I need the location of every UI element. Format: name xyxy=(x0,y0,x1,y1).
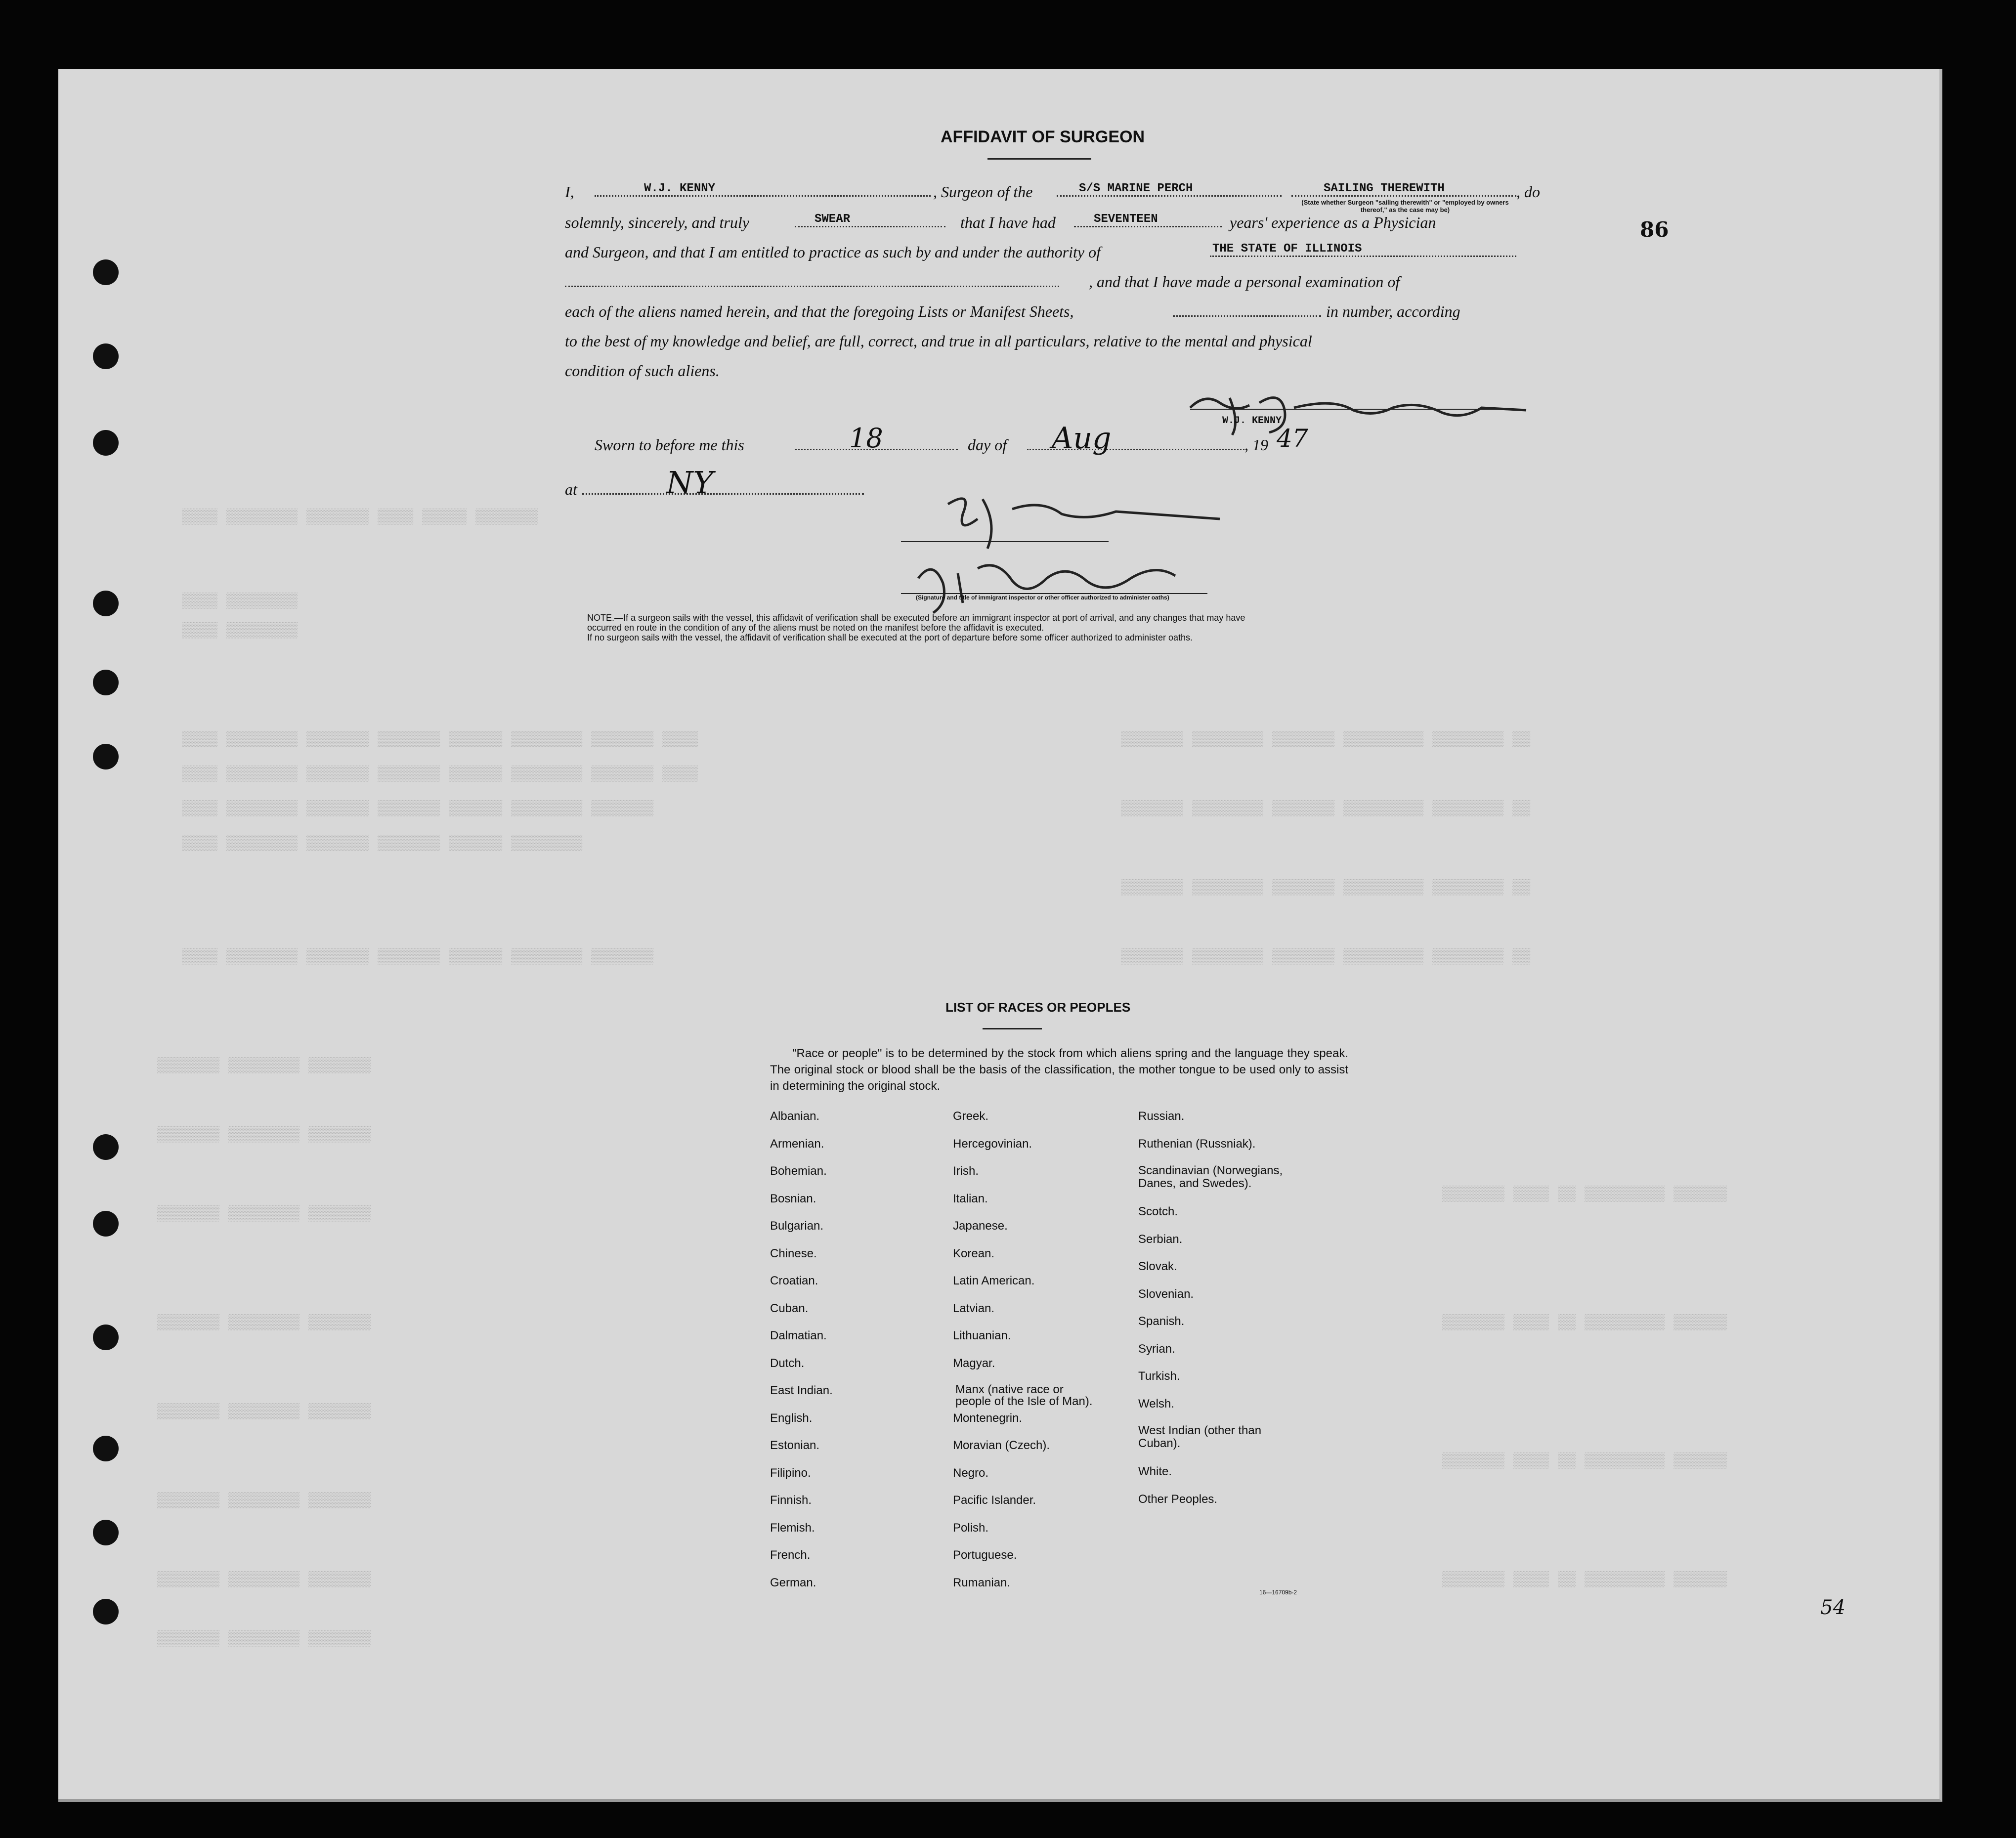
punch-hole xyxy=(93,1520,119,1545)
inspector-signature-line xyxy=(901,541,1109,542)
punch-hole xyxy=(93,259,119,285)
sailing-status: SAILING THEREWITH xyxy=(1324,182,1445,195)
race-item: Lithuanian. xyxy=(953,1329,1011,1342)
affidavit-text: Sworn to before me this xyxy=(595,436,744,454)
race-item: Irish. xyxy=(953,1164,979,1178)
races-title: LIST OF RACES OR PEOPLES xyxy=(945,1000,1131,1015)
surgeon-typed-name: W.J. KENNY xyxy=(1222,415,1282,427)
affidavit-text: years' experience as a Physician xyxy=(1230,214,1436,231)
punch-hole xyxy=(93,1134,119,1160)
race-item: Russian. xyxy=(1138,1110,1185,1123)
race-item: Portuguese. xyxy=(953,1548,1017,1562)
affidavit-text: and Surgeon, and that I am entitled to practice as such by and under the authority of xyxy=(565,243,1101,261)
surgeon-name-line xyxy=(595,195,931,197)
ship-name: S/S MARINE PERCH xyxy=(1079,182,1193,195)
sheets-count-line xyxy=(1173,315,1321,317)
race-item: Italian. xyxy=(953,1192,988,1205)
affidavit-text: that I have had xyxy=(960,214,1056,231)
surgeon-signature-line xyxy=(1190,409,1516,410)
race-item: Greek. xyxy=(953,1110,989,1123)
race-item: Dalmatian. xyxy=(770,1329,827,1342)
affidavit-text: to the best of my knowledge and belief, are full, correct, and true in all particulars, relative to the mental and physical xyxy=(565,332,1312,350)
race-item: East Indian. xyxy=(770,1384,833,1397)
race-item: Hercegovinian. xyxy=(953,1137,1032,1151)
affidavit-text: I, xyxy=(565,183,574,201)
note-label: NOTE. xyxy=(587,613,615,623)
manifest-sheet: ▒▒▒▒ ▒▒▒▒▒▒▒▒ ▒▒▒▒▒▒▒ ▒▒▒▒ ▒▒▒▒▒ ▒▒▒▒▒▒▒ ▒▒▒▒ ▒▒▒▒▒▒▒▒ ▒▒▒▒ ▒▒▒▒▒▒▒▒ ▒▒▒▒ ▒▒▒▒▒▒▒▒ ▒▒▒▒▒▒▒ ▒▒▒▒▒▒▒ ▒▒▒▒▒▒ ▒▒▒▒▒▒▒▒ ▒▒▒▒▒▒▒ ▒▒▒▒ ▒▒▒▒ ▒▒▒▒▒▒▒▒ ▒▒▒▒▒▒▒ ▒▒▒▒▒▒▒ ▒▒▒▒▒▒ ▒▒▒▒▒▒▒▒ ▒▒▒▒▒▒▒ ▒▒▒▒ ▒▒▒▒ ▒▒▒▒▒▒▒▒ ▒▒▒▒▒▒▒ ▒▒▒▒▒▒▒ ▒▒▒▒▒▒ ▒▒▒▒▒▒▒▒ ▒▒▒▒▒▒▒ ▒▒▒▒ ▒▒▒▒▒▒▒▒ ▒▒▒▒▒▒▒ ▒▒▒▒▒▒▒ ▒▒▒▒▒▒ ▒▒▒▒▒▒▒▒ ▒▒▒▒ ▒▒▒▒▒▒▒▒ ▒▒▒▒▒▒▒ ▒▒▒▒▒▒▒ ▒▒▒▒▒▒ ▒▒▒▒▒▒▒▒ ▒▒▒▒▒▒▒ ▒▒▒▒▒▒▒ ▒▒▒▒▒▒▒▒ ▒▒▒▒▒▒▒ ▒▒▒▒▒▒▒▒▒ ▒▒▒▒▒▒▒▒ ▒▒ ▒▒▒▒▒▒▒ ▒▒▒▒▒▒▒▒ ▒▒▒▒▒▒▒ ▒▒▒▒▒▒▒▒▒ ▒▒▒▒▒▒▒▒ ▒▒ ▒▒▒▒▒▒▒ ▒▒▒▒▒▒▒▒ ▒▒▒▒▒▒▒ ▒▒▒▒▒▒▒▒▒ ▒▒▒▒▒▒▒▒ ▒▒ ▒▒▒▒▒▒▒ ▒▒▒▒▒▒▒▒ ▒▒▒▒▒▒▒ ▒▒▒▒▒▒▒▒▒ ▒▒▒▒▒▒▒▒ ▒▒ ▒▒▒▒▒▒▒ ▒▒▒▒▒▒▒▒ ▒▒▒▒▒▒▒ ▒▒▒▒▒▒▒ ▒▒▒▒▒▒▒▒ ▒▒▒▒▒▒▒ ▒▒▒▒▒▒▒ ▒▒▒▒▒▒▒▒ ▒▒▒▒▒▒▒ ▒▒▒▒▒▒▒ ▒▒▒▒▒▒▒▒ ▒▒▒▒▒▒▒ ▒▒▒▒▒▒▒ ▒▒▒▒▒▒▒▒ ▒▒▒▒▒▒▒ ▒▒▒▒▒▒▒ ▒▒▒▒▒▒▒▒ ▒▒▒▒▒▒▒ ▒▒▒▒▒▒▒ ▒▒▒▒▒▒▒▒ ▒▒▒▒▒▒▒ ▒▒▒▒▒▒▒ ▒▒▒▒▒▒▒▒ ▒▒▒▒▒▒▒ ▒▒▒▒▒▒▒ ▒▒▒▒ ▒▒ ▒▒▒▒▒▒▒▒▒ ▒▒▒▒▒▒ ▒▒▒▒▒▒▒ ▒▒▒▒ ▒▒ ▒▒▒▒▒▒▒▒▒ ▒▒▒▒▒▒ ▒▒▒▒▒▒▒ ▒▒▒▒ ▒▒ ▒▒▒▒▒▒▒▒▒ ▒▒▒▒▒▒ ▒▒▒▒▒▒▒ ▒▒▒▒ ▒▒ ▒▒▒▒▒▒▒▒▒ ▒▒▒▒▒▒ 86 54 AFFIDAVIT OF SURGEON I, W.J. KENNY , Surgeon of the S/S MARINE PERCH SAILING THEREWITH , do (State whether Surgeon "sailing therewith" or "employed by owners thereof," as the case may be) solemnly, sincerely, and truly SWEAR that I have had SEVENTEEN years' experience as a Physician and Surgeon, and that I am entitled to practice as such by and under the authority of THE STATE OF ILLINOIS , and that I have made a personal examination of each of the aliens named herein, and that the foregoing Lists or Manifest Sheets, in number, according to the best of my knowledge and belief, are full, correct, and true in all particulars, relative to the mental and physical condition of such aliens. W.J. KENNY Sworn to before me this 18 day of Aug , 19 47 at NY (Signature and title of immigrant inspector or other officer authorized to administer oaths) NOTE.—If a surgeon sails with the vessel, this affidavit of verification shall be executed before an immigrant inspector at port of arrival, and any changes that may have occurred en route in the condition of any of the aliens must be noted on the manifest before the affidavit is executed. If no surgeon sails with the vessel, the affidavit of verification shall be executed at the port of departure before some officer authorized to administer oaths. LIST OF RACES OR PEOPLES "Race or people" is to be determined by the stock from which aliens spring and the language they speak. The original stock or blood shall be the basis of the classification, the mother tongue to be used only to assist in determining the original stock. Albanian. Armenian. Bohemian. Bosnian. Bulgarian. Chinese. Croatian. Cuban. Dalmatian. Dutch. East Indian. English. Estonian. Filipino. Finnish. Flemish. French. German. Greek. Hercegovinian. Irish. Italian. Japanese. Korean. Latin American. Latvian. Lithuanian. Magyar. Manx (native race or people of the Isle of Man). Montenegrin. Moravian (Czech). Negro. Pacific Islander. Polish. Portuguese. Rumanian. Russian. Ruthenian (Russniak). Scandinavian (Norwegians, Danes, and Swedes). Scotch. Serbian. Slovak. Slovenian. Spanish. Syrian. Turkish. Welsh. West Indian (other than Cuban). White. Other Peoples. 16—16709b-2 xyxy=(58,69,1942,1802)
affidavit-text: , do xyxy=(1516,183,1540,201)
race-item: Cuban. xyxy=(770,1301,809,1315)
race-item: Bosnian. xyxy=(770,1192,816,1205)
affidavit-text: , 19 xyxy=(1244,436,1268,454)
race-item: Welsh. xyxy=(1138,1397,1174,1411)
affidavit-text: in number, according xyxy=(1326,302,1460,320)
race-item: Turkish. xyxy=(1138,1369,1180,1383)
race-item: Chinese. xyxy=(770,1246,817,1260)
affidavit-text: day of xyxy=(968,436,1007,454)
authority: THE STATE OF ILLINOIS xyxy=(1212,242,1362,256)
note-line-2: occurred en route in the condition of any of the aliens must be noted on the manifest before the affidavit is executed. xyxy=(587,623,1044,633)
punch-hole xyxy=(93,1599,119,1624)
form-number: 16—16709b-2 xyxy=(1259,1589,1297,1596)
punch-hole xyxy=(93,744,119,769)
ship-line xyxy=(1057,195,1282,197)
affidavit-text: condition of such aliens. xyxy=(565,362,720,380)
punch-hole xyxy=(93,343,119,369)
note-line-1: —If a surgeon sails with the vessel, this affidavit of verification shall be executed before an immigrant inspector at port of arrival, and any changes that may have xyxy=(614,613,1245,623)
inspector-signature xyxy=(899,484,1304,628)
race-item: Rumanian. xyxy=(953,1576,1011,1589)
title-rule xyxy=(987,158,1091,160)
folio-number: 54 xyxy=(1820,1596,1845,1619)
punch-hole xyxy=(93,1325,119,1350)
race-item: Ruthenian (Russniak). xyxy=(1138,1137,1256,1151)
race-item: Slovenian. xyxy=(1138,1287,1194,1301)
race-item: Dutch. xyxy=(770,1356,805,1370)
race-item: Magyar. xyxy=(953,1356,995,1370)
race-item: Syrian. xyxy=(1138,1342,1175,1356)
affidavit-text: , Surgeon of the xyxy=(933,183,1033,201)
affidavit-text: solemnly, sincerely, and truly xyxy=(565,214,749,231)
note xyxy=(587,613,1245,623)
affidavit-text: each of the aliens named herein, and that the foregoing Lists or Manifest Sheets, xyxy=(565,302,1074,320)
race-item: Negro. xyxy=(953,1466,989,1480)
sworn-place: NY xyxy=(666,465,714,501)
years-experience: SEVENTEEN xyxy=(1094,213,1158,226)
races-column-3 xyxy=(1138,1110,1316,1520)
punch-hole xyxy=(93,1211,119,1237)
race-item: White. xyxy=(1138,1465,1172,1478)
race-item: Armenian. xyxy=(770,1137,824,1151)
sworn-month: Aug xyxy=(1052,421,1112,456)
race-item: West Indian (other than Cuban). xyxy=(1138,1424,1262,1450)
race-item: Montenegrin. xyxy=(953,1411,1023,1425)
race-item: Spanish. xyxy=(1138,1315,1185,1328)
race-item: Manx (native race or people of the Isle of Man). xyxy=(955,1383,1093,1408)
race-item: Serbian. xyxy=(1138,1232,1183,1246)
sworn-day: 18 xyxy=(849,423,883,454)
inspector-signature-caption: (Signature and title of immigrant inspector or other officer authorized to administer oaths) xyxy=(916,594,1169,601)
page-number: 86 xyxy=(1640,217,1669,242)
authority-line xyxy=(1210,256,1516,257)
race-item: English. xyxy=(770,1411,813,1425)
authority-cont-line xyxy=(565,286,1059,287)
race-item: Scotch. xyxy=(1138,1205,1178,1218)
punch-hole xyxy=(93,670,119,695)
sworn-year: 47 xyxy=(1277,424,1308,453)
place-line xyxy=(582,493,864,495)
affidavit-text: at xyxy=(565,480,577,498)
race-item: Albanian. xyxy=(770,1110,820,1123)
race-item: Korean. xyxy=(953,1246,995,1260)
races-column-1 xyxy=(770,1110,918,1603)
race-item: Finnish. xyxy=(770,1494,812,1507)
race-item: German. xyxy=(770,1576,816,1589)
affidavit-title: AFFIDAVIT OF SURGEON xyxy=(941,128,1145,146)
races-column-2 xyxy=(953,1110,1121,1603)
race-item: Moravian (Czech). xyxy=(953,1439,1050,1452)
race-item: Latin American. xyxy=(953,1274,1035,1287)
race-item: Scandinavian (Norwegians, Danes, and Swedes). xyxy=(1138,1164,1283,1190)
race-item: Estonian. xyxy=(770,1439,820,1452)
race-item: Bulgarian. xyxy=(770,1219,824,1233)
race-item: Filipino. xyxy=(770,1466,811,1480)
races-title-rule xyxy=(983,1028,1042,1029)
race-item: Flemish. xyxy=(770,1521,815,1535)
oath-line xyxy=(795,226,945,227)
punch-hole xyxy=(93,1436,119,1461)
years-line xyxy=(1074,226,1222,227)
note-line-3: If no surgeon sails with the vessel, the affidavit of verification shall be executed at the port of departure before some officer authorized to administer oaths. xyxy=(587,633,1193,642)
race-item: Bohemian. xyxy=(770,1164,827,1178)
race-item: Slovak. xyxy=(1138,1260,1177,1273)
affidavit-text: , and that I have made a personal examination of xyxy=(1089,273,1400,291)
race-item: French. xyxy=(770,1548,811,1562)
race-item: Other Peoples. xyxy=(1138,1492,1218,1506)
sailing-line xyxy=(1291,195,1516,197)
races-intro: "Race or people" is to be determined by the stock from which aliens spring and the language they speak. The original stock or blood shall be the basis of the classification, the mother tongue to be used only to assist in determining the original stock. xyxy=(770,1047,1348,1093)
race-item: Latvian. xyxy=(953,1301,995,1315)
race-item: Japanese. xyxy=(953,1219,1008,1233)
race-item: Pacific Islander. xyxy=(953,1494,1036,1507)
punch-hole xyxy=(93,591,119,616)
punch-hole xyxy=(93,430,119,456)
race-item: Polish. xyxy=(953,1521,989,1535)
race-item: Croatian. xyxy=(770,1274,818,1287)
oath-type: SWEAR xyxy=(815,213,851,226)
surgeon-name: W.J. KENNY xyxy=(644,182,716,195)
sailing-note: (State whether Surgeon "sailing therewith" or "employed by owners thereof," as the case may be) xyxy=(1301,199,1509,214)
